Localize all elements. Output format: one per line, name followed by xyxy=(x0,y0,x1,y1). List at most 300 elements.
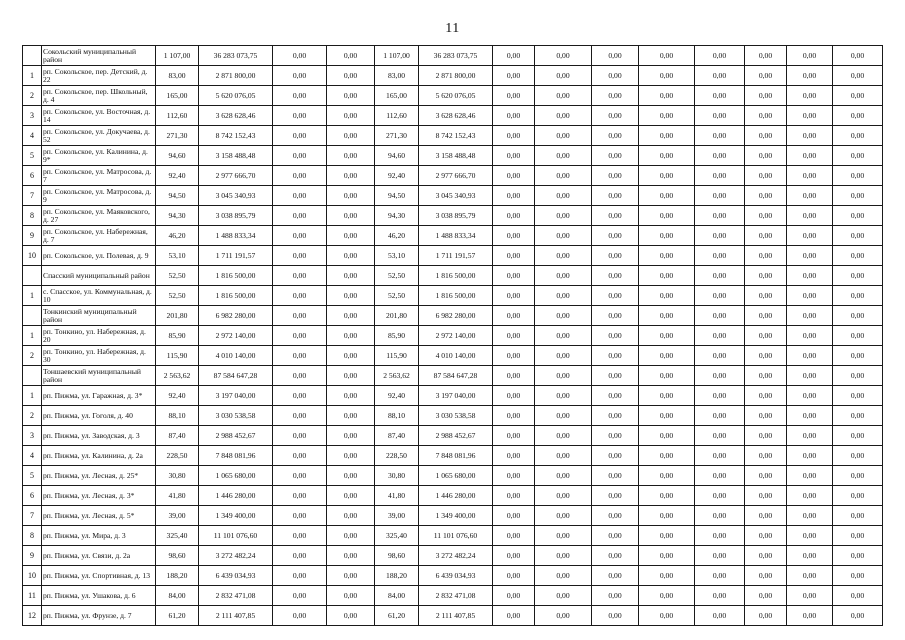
value-col-13-cell: 0,00 xyxy=(787,46,833,66)
area-col-5-cell: 39,00 xyxy=(375,506,419,526)
value-col-12-cell: 0,00 xyxy=(745,606,787,626)
table-row xyxy=(23,446,883,466)
value-col-13-cell: 0,00 xyxy=(787,366,833,386)
value-col-11-cell: 0,00 xyxy=(695,306,745,326)
area-total-cell: 325,40 xyxy=(156,526,199,546)
value-col-11-cell: 0,00 xyxy=(695,326,745,346)
value-col-14-cell: 0,00 xyxy=(833,106,883,126)
value-col-11-cell: 0,00 xyxy=(695,286,745,306)
address-cell: рп. Пижма, ул. Мира, д. 3 xyxy=(42,526,156,546)
value-col-7-cell: 0,00 xyxy=(493,46,535,66)
cost-col-4-cell: 0,00 xyxy=(327,226,375,246)
cost-total-cell: 3 045 340,93 xyxy=(199,186,273,206)
row-number xyxy=(23,366,42,386)
value-col-13-cell: 0,00 xyxy=(787,106,833,126)
value-col-10-cell: 0,00 xyxy=(639,386,695,406)
cost-total-cell: 1 711 191,57 xyxy=(199,246,273,266)
area-total-cell: 87,40 xyxy=(156,426,199,446)
area-col-3-cell: 0,00 xyxy=(273,126,327,146)
value-col-13-cell: 0,00 xyxy=(787,86,833,106)
value-col-11-cell: 0,00 xyxy=(695,46,745,66)
row-number: 5 xyxy=(23,466,42,486)
area-total-cell: 188,20 xyxy=(156,566,199,586)
cost-total-cell: 87 584 647,28 xyxy=(199,366,273,386)
value-col-7-cell: 0,00 xyxy=(493,506,535,526)
value-col-13-cell: 0,00 xyxy=(787,186,833,206)
area-col-5-cell: 165,00 xyxy=(375,86,419,106)
row-number: 8 xyxy=(23,526,42,546)
value-col-13-cell: 0,00 xyxy=(787,546,833,566)
area-col-3-cell: 0,00 xyxy=(273,186,327,206)
value-col-7-cell: 0,00 xyxy=(493,66,535,86)
cost-total-cell: 2 871 800,00 xyxy=(199,66,273,86)
value-col-12-cell: 0,00 xyxy=(745,346,787,366)
area-col-3-cell: 0,00 xyxy=(273,46,327,66)
value-col-7-cell: 0,00 xyxy=(493,426,535,446)
address-cell: рп. Сокольское, ул. Матросова, д. 7 xyxy=(42,166,156,186)
value-col-12-cell: 0,00 xyxy=(745,186,787,206)
value-col-14-cell: 0,00 xyxy=(833,46,883,66)
value-col-7-cell: 0,00 xyxy=(493,286,535,306)
value-col-12-cell: 0,00 xyxy=(745,146,787,166)
value-col-10-cell: 0,00 xyxy=(639,306,695,326)
cost-col-4-cell: 0,00 xyxy=(327,606,375,626)
district-subtotal-row xyxy=(23,366,883,386)
address-cell: рп. Тонкино, ул. Набережная, д. 30 xyxy=(42,346,156,366)
area-col-5-cell: 92,40 xyxy=(375,386,419,406)
district-name: Тоншаевский муниципальный район xyxy=(42,366,156,386)
area-col-3-cell: 0,00 xyxy=(273,86,327,106)
table-row xyxy=(23,406,883,426)
value-col-14-cell: 0,00 xyxy=(833,166,883,186)
value-col-12-cell: 0,00 xyxy=(745,326,787,346)
value-col-10-cell: 0,00 xyxy=(639,526,695,546)
table-row xyxy=(23,546,883,566)
table-row xyxy=(23,286,883,306)
value-col-9-cell: 0,00 xyxy=(592,426,639,446)
value-col-11-cell: 0,00 xyxy=(695,506,745,526)
area-col-5-cell: 1 107,00 xyxy=(375,46,419,66)
value-col-10-cell: 0,00 xyxy=(639,86,695,106)
value-col-12-cell: 0,00 xyxy=(745,446,787,466)
cost-total-cell: 5 620 076,05 xyxy=(199,86,273,106)
table-row xyxy=(23,146,883,166)
value-col-10-cell: 0,00 xyxy=(639,346,695,366)
value-col-7-cell: 0,00 xyxy=(493,326,535,346)
area-col-5-cell: 92,40 xyxy=(375,166,419,186)
value-col-7-cell: 0,00 xyxy=(493,446,535,466)
area-total-cell: 52,50 xyxy=(156,286,199,306)
cost-col-6-cell: 5 620 076,05 xyxy=(419,86,493,106)
value-col-8-cell: 0,00 xyxy=(535,526,592,546)
value-col-9-cell: 0,00 xyxy=(592,266,639,286)
value-col-10-cell: 0,00 xyxy=(639,106,695,126)
value-col-8-cell: 0,00 xyxy=(535,326,592,346)
value-col-12-cell: 0,00 xyxy=(745,546,787,566)
cost-col-4-cell: 0,00 xyxy=(327,546,375,566)
value-col-13-cell: 0,00 xyxy=(787,246,833,266)
value-col-10-cell: 0,00 xyxy=(639,266,695,286)
address-cell: рп. Пижма, ул. Гоголя, д. 40 xyxy=(42,406,156,426)
value-col-11-cell: 0,00 xyxy=(695,166,745,186)
row-number: 10 xyxy=(23,246,42,266)
value-col-14-cell: 0,00 xyxy=(833,186,883,206)
district-subtotal-row xyxy=(23,266,883,286)
value-col-10-cell: 0,00 xyxy=(639,406,695,426)
address-cell: рп. Сокольское, ул. Докучаева, д. 52 xyxy=(42,126,156,146)
area-col-5-cell: 84,00 xyxy=(375,586,419,606)
area-col-3-cell: 0,00 xyxy=(273,386,327,406)
value-col-7-cell: 0,00 xyxy=(493,586,535,606)
value-col-13-cell: 0,00 xyxy=(787,486,833,506)
row-number: 9 xyxy=(23,226,42,246)
cost-col-6-cell: 1 065 680,00 xyxy=(419,466,493,486)
address-cell: рп. Пижма, ул. Гаражная, д. 3* xyxy=(42,386,156,406)
cost-col-6-cell: 3 038 895,79 xyxy=(419,206,493,226)
row-number: 7 xyxy=(23,186,42,206)
table-row xyxy=(23,386,883,406)
table-row xyxy=(23,206,883,226)
row-number: 1 xyxy=(23,66,42,86)
cost-total-cell: 2 111 407,85 xyxy=(199,606,273,626)
value-col-8-cell: 0,00 xyxy=(535,66,592,86)
cost-total-cell: 2 972 140,00 xyxy=(199,326,273,346)
cost-col-6-cell: 1 349 400,00 xyxy=(419,506,493,526)
value-col-14-cell: 0,00 xyxy=(833,566,883,586)
value-col-7-cell: 0,00 xyxy=(493,386,535,406)
value-col-11-cell: 0,00 xyxy=(695,366,745,386)
area-col-3-cell: 0,00 xyxy=(273,66,327,86)
cost-col-6-cell: 1 816 500,00 xyxy=(419,266,493,286)
row-number: 12 xyxy=(23,606,42,626)
value-col-9-cell: 0,00 xyxy=(592,506,639,526)
value-col-13-cell: 0,00 xyxy=(787,146,833,166)
cost-total-cell: 3 030 538,58 xyxy=(199,406,273,426)
value-col-13-cell: 0,00 xyxy=(787,446,833,466)
value-col-7-cell: 0,00 xyxy=(493,346,535,366)
value-col-7-cell: 0,00 xyxy=(493,226,535,246)
area-col-3-cell: 0,00 xyxy=(273,346,327,366)
area-col-3-cell: 0,00 xyxy=(273,546,327,566)
table-row xyxy=(23,426,883,446)
value-col-8-cell: 0,00 xyxy=(535,486,592,506)
value-col-13-cell: 0,00 xyxy=(787,346,833,366)
row-number: 3 xyxy=(23,106,42,126)
cost-total-cell: 36 283 073,75 xyxy=(199,46,273,66)
value-col-7-cell: 0,00 xyxy=(493,86,535,106)
cost-total-cell: 7 848 081,96 xyxy=(199,446,273,466)
area-col-5-cell: 2 563,62 xyxy=(375,366,419,386)
area-col-3-cell: 0,00 xyxy=(273,306,327,326)
cost-col-4-cell: 0,00 xyxy=(327,366,375,386)
value-col-11-cell: 0,00 xyxy=(695,566,745,586)
value-col-11-cell: 0,00 xyxy=(695,266,745,286)
cost-col-4-cell: 0,00 xyxy=(327,206,375,226)
cost-total-cell: 6 982 280,00 xyxy=(199,306,273,326)
cost-total-cell: 1 816 500,00 xyxy=(199,266,273,286)
value-col-14-cell: 0,00 xyxy=(833,146,883,166)
value-col-7-cell: 0,00 xyxy=(493,246,535,266)
value-col-12-cell: 0,00 xyxy=(745,486,787,506)
row-number: 9 xyxy=(23,546,42,566)
table-row xyxy=(23,106,883,126)
value-col-9-cell: 0,00 xyxy=(592,106,639,126)
value-col-10-cell: 0,00 xyxy=(639,466,695,486)
value-col-10-cell: 0,00 xyxy=(639,586,695,606)
value-col-14-cell: 0,00 xyxy=(833,286,883,306)
cost-col-6-cell: 2 111 407,85 xyxy=(419,606,493,626)
cost-total-cell: 4 010 140,00 xyxy=(199,346,273,366)
value-col-13-cell: 0,00 xyxy=(787,326,833,346)
row-number: 10 xyxy=(23,566,42,586)
value-col-7-cell: 0,00 xyxy=(493,106,535,126)
value-col-8-cell: 0,00 xyxy=(535,286,592,306)
area-total-cell: 85,90 xyxy=(156,326,199,346)
page-number: 11 xyxy=(445,21,460,36)
value-col-7-cell: 0,00 xyxy=(493,366,535,386)
area-col-5-cell: 201,80 xyxy=(375,306,419,326)
area-col-5-cell: 52,50 xyxy=(375,286,419,306)
area-total-cell: 201,80 xyxy=(156,306,199,326)
row-number: 1 xyxy=(23,326,42,346)
address-cell: рп. Пижма, ул. Лесная, д. 3* xyxy=(42,486,156,506)
value-col-7-cell: 0,00 xyxy=(493,546,535,566)
cost-col-4-cell: 0,00 xyxy=(327,486,375,506)
area-col-5-cell: 41,80 xyxy=(375,486,419,506)
value-col-8-cell: 0,00 xyxy=(535,386,592,406)
value-col-7-cell: 0,00 xyxy=(493,566,535,586)
value-col-11-cell: 0,00 xyxy=(695,146,745,166)
area-col-5-cell: 88,10 xyxy=(375,406,419,426)
value-col-12-cell: 0,00 xyxy=(745,306,787,326)
table-row xyxy=(23,66,883,86)
housing-registry-table xyxy=(22,45,883,626)
value-col-12-cell: 0,00 xyxy=(745,426,787,446)
cost-col-6-cell: 1 711 191,57 xyxy=(419,246,493,266)
cost-col-6-cell: 36 283 073,75 xyxy=(419,46,493,66)
cost-col-6-cell: 87 584 647,28 xyxy=(419,366,493,386)
row-number: 7 xyxy=(23,506,42,526)
value-col-11-cell: 0,00 xyxy=(695,466,745,486)
value-col-12-cell: 0,00 xyxy=(745,246,787,266)
value-col-11-cell: 0,00 xyxy=(695,546,745,566)
area-col-5-cell: 53,10 xyxy=(375,246,419,266)
cost-total-cell: 2 977 666,70 xyxy=(199,166,273,186)
value-col-12-cell: 0,00 xyxy=(745,226,787,246)
cost-col-4-cell: 0,00 xyxy=(327,146,375,166)
area-col-3-cell: 0,00 xyxy=(273,466,327,486)
area-total-cell: 92,40 xyxy=(156,386,199,406)
area-col-5-cell: 98,60 xyxy=(375,546,419,566)
row-number: 1 xyxy=(23,386,42,406)
row-number: 6 xyxy=(23,486,42,506)
cost-col-4-cell: 0,00 xyxy=(327,586,375,606)
value-col-9-cell: 0,00 xyxy=(592,486,639,506)
area-total-cell: 94,50 xyxy=(156,186,199,206)
value-col-10-cell: 0,00 xyxy=(639,166,695,186)
cost-col-4-cell: 0,00 xyxy=(327,506,375,526)
area-col-3-cell: 0,00 xyxy=(273,586,327,606)
value-col-9-cell: 0,00 xyxy=(592,286,639,306)
value-col-12-cell: 0,00 xyxy=(745,46,787,66)
value-col-8-cell: 0,00 xyxy=(535,546,592,566)
cost-total-cell: 11 101 076,60 xyxy=(199,526,273,546)
value-col-10-cell: 0,00 xyxy=(639,226,695,246)
address-cell: рп. Пижма, ул. Лесная, д. 5* xyxy=(42,506,156,526)
value-col-13-cell: 0,00 xyxy=(787,286,833,306)
value-col-12-cell: 0,00 xyxy=(745,266,787,286)
cost-col-4-cell: 0,00 xyxy=(327,386,375,406)
value-col-8-cell: 0,00 xyxy=(535,446,592,466)
cost-col-6-cell: 6 439 034,93 xyxy=(419,566,493,586)
area-col-5-cell: 325,40 xyxy=(375,526,419,546)
table-row xyxy=(23,466,883,486)
value-col-7-cell: 0,00 xyxy=(493,166,535,186)
value-col-9-cell: 0,00 xyxy=(592,46,639,66)
area-total-cell: 1 107,00 xyxy=(156,46,199,66)
value-col-14-cell: 0,00 xyxy=(833,406,883,426)
area-col-3-cell: 0,00 xyxy=(273,106,327,126)
area-col-3-cell: 0,00 xyxy=(273,426,327,446)
value-col-8-cell: 0,00 xyxy=(535,166,592,186)
area-total-cell: 92,40 xyxy=(156,166,199,186)
cost-col-6-cell: 3 158 488,48 xyxy=(419,146,493,166)
area-col-3-cell: 0,00 xyxy=(273,286,327,306)
value-col-13-cell: 0,00 xyxy=(787,526,833,546)
value-col-13-cell: 0,00 xyxy=(787,306,833,326)
value-col-14-cell: 0,00 xyxy=(833,326,883,346)
cost-col-4-cell: 0,00 xyxy=(327,426,375,446)
row-number: 8 xyxy=(23,206,42,226)
value-col-14-cell: 0,00 xyxy=(833,66,883,86)
address-cell: рп. Пижма, ул. Спортивная, д. 13 xyxy=(42,566,156,586)
area-col-5-cell: 112,60 xyxy=(375,106,419,126)
value-col-14-cell: 0,00 xyxy=(833,446,883,466)
cost-col-6-cell: 1 816 500,00 xyxy=(419,286,493,306)
cost-total-cell: 1 816 500,00 xyxy=(199,286,273,306)
row-number xyxy=(23,306,42,326)
cost-col-6-cell: 4 010 140,00 xyxy=(419,346,493,366)
value-col-10-cell: 0,00 xyxy=(639,506,695,526)
value-col-14-cell: 0,00 xyxy=(833,606,883,626)
cost-col-6-cell: 3 272 482,24 xyxy=(419,546,493,566)
table-row xyxy=(23,326,883,346)
value-col-8-cell: 0,00 xyxy=(535,266,592,286)
address-cell: рп. Пижма, ул. Лесная, д. 25* xyxy=(42,466,156,486)
area-col-3-cell: 0,00 xyxy=(273,566,327,586)
row-number: 1 xyxy=(23,286,42,306)
area-col-3-cell: 0,00 xyxy=(273,326,327,346)
value-col-9-cell: 0,00 xyxy=(592,346,639,366)
value-col-8-cell: 0,00 xyxy=(535,46,592,66)
district-name: Спасский муниципальный район xyxy=(42,266,156,286)
area-col-5-cell: 87,40 xyxy=(375,426,419,446)
area-col-3-cell: 0,00 xyxy=(273,486,327,506)
area-total-cell: 271,30 xyxy=(156,126,199,146)
value-col-12-cell: 0,00 xyxy=(745,586,787,606)
cost-col-4-cell: 0,00 xyxy=(327,66,375,86)
value-col-14-cell: 0,00 xyxy=(833,546,883,566)
row-number: 4 xyxy=(23,126,42,146)
value-col-10-cell: 0,00 xyxy=(639,126,695,146)
value-col-10-cell: 0,00 xyxy=(639,326,695,346)
table-row xyxy=(23,486,883,506)
value-col-10-cell: 0,00 xyxy=(639,606,695,626)
value-col-11-cell: 0,00 xyxy=(695,206,745,226)
row-number: 11 xyxy=(23,586,42,606)
cost-col-6-cell: 3 628 628,46 xyxy=(419,106,493,126)
cost-total-cell: 3 197 040,00 xyxy=(199,386,273,406)
district-subtotal-row xyxy=(23,46,883,66)
value-col-7-cell: 0,00 xyxy=(493,266,535,286)
value-col-11-cell: 0,00 xyxy=(695,586,745,606)
cost-total-cell: 3 038 895,79 xyxy=(199,206,273,226)
area-col-3-cell: 0,00 xyxy=(273,606,327,626)
value-col-8-cell: 0,00 xyxy=(535,426,592,446)
table-row xyxy=(23,246,883,266)
value-col-8-cell: 0,00 xyxy=(535,506,592,526)
address-cell: рп. Сокольское, ул. Калинина, д. 9* xyxy=(42,146,156,166)
value-col-9-cell: 0,00 xyxy=(592,246,639,266)
area-col-3-cell: 0,00 xyxy=(273,446,327,466)
table-row xyxy=(23,226,883,246)
value-col-8-cell: 0,00 xyxy=(535,106,592,126)
value-col-12-cell: 0,00 xyxy=(745,166,787,186)
value-col-11-cell: 0,00 xyxy=(695,106,745,126)
value-col-12-cell: 0,00 xyxy=(745,406,787,426)
registry-table-wrapper xyxy=(22,45,883,626)
value-col-8-cell: 0,00 xyxy=(535,466,592,486)
value-col-14-cell: 0,00 xyxy=(833,386,883,406)
district-name: Тонкинский муниципальный район xyxy=(42,306,156,326)
value-col-7-cell: 0,00 xyxy=(493,526,535,546)
cost-col-6-cell: 2 871 800,00 xyxy=(419,66,493,86)
area-total-cell: 52,50 xyxy=(156,266,199,286)
area-col-5-cell: 94,50 xyxy=(375,186,419,206)
cost-col-4-cell: 0,00 xyxy=(327,186,375,206)
cost-col-6-cell: 2 988 452,67 xyxy=(419,426,493,446)
cost-col-4-cell: 0,00 xyxy=(327,246,375,266)
value-col-14-cell: 0,00 xyxy=(833,246,883,266)
value-col-9-cell: 0,00 xyxy=(592,66,639,86)
value-col-11-cell: 0,00 xyxy=(695,606,745,626)
value-col-11-cell: 0,00 xyxy=(695,226,745,246)
value-col-9-cell: 0,00 xyxy=(592,166,639,186)
address-cell: рп. Тонкино, ул. Набережная, д. 20 xyxy=(42,326,156,346)
cost-col-4-cell: 0,00 xyxy=(327,466,375,486)
value-col-10-cell: 0,00 xyxy=(639,366,695,386)
value-col-9-cell: 0,00 xyxy=(592,126,639,146)
area-total-cell: 94,30 xyxy=(156,206,199,226)
address-cell: рп. Сокольское, ул. Полевая, д. 9 xyxy=(42,246,156,266)
value-col-11-cell: 0,00 xyxy=(695,486,745,506)
cost-col-4-cell: 0,00 xyxy=(327,526,375,546)
value-col-14-cell: 0,00 xyxy=(833,526,883,546)
row-number: 2 xyxy=(23,406,42,426)
cost-col-4-cell: 0,00 xyxy=(327,326,375,346)
area-col-5-cell: 46,20 xyxy=(375,226,419,246)
area-col-3-cell: 0,00 xyxy=(273,206,327,226)
value-col-8-cell: 0,00 xyxy=(535,306,592,326)
value-col-9-cell: 0,00 xyxy=(592,226,639,246)
table-row xyxy=(23,506,883,526)
value-col-12-cell: 0,00 xyxy=(745,566,787,586)
table-row xyxy=(23,586,883,606)
value-col-10-cell: 0,00 xyxy=(639,206,695,226)
address-cell: рп. Пижма, ул. Заводская, д. 3 xyxy=(42,426,156,446)
cost-col-6-cell: 11 101 076,60 xyxy=(419,526,493,546)
value-col-13-cell: 0,00 xyxy=(787,226,833,246)
